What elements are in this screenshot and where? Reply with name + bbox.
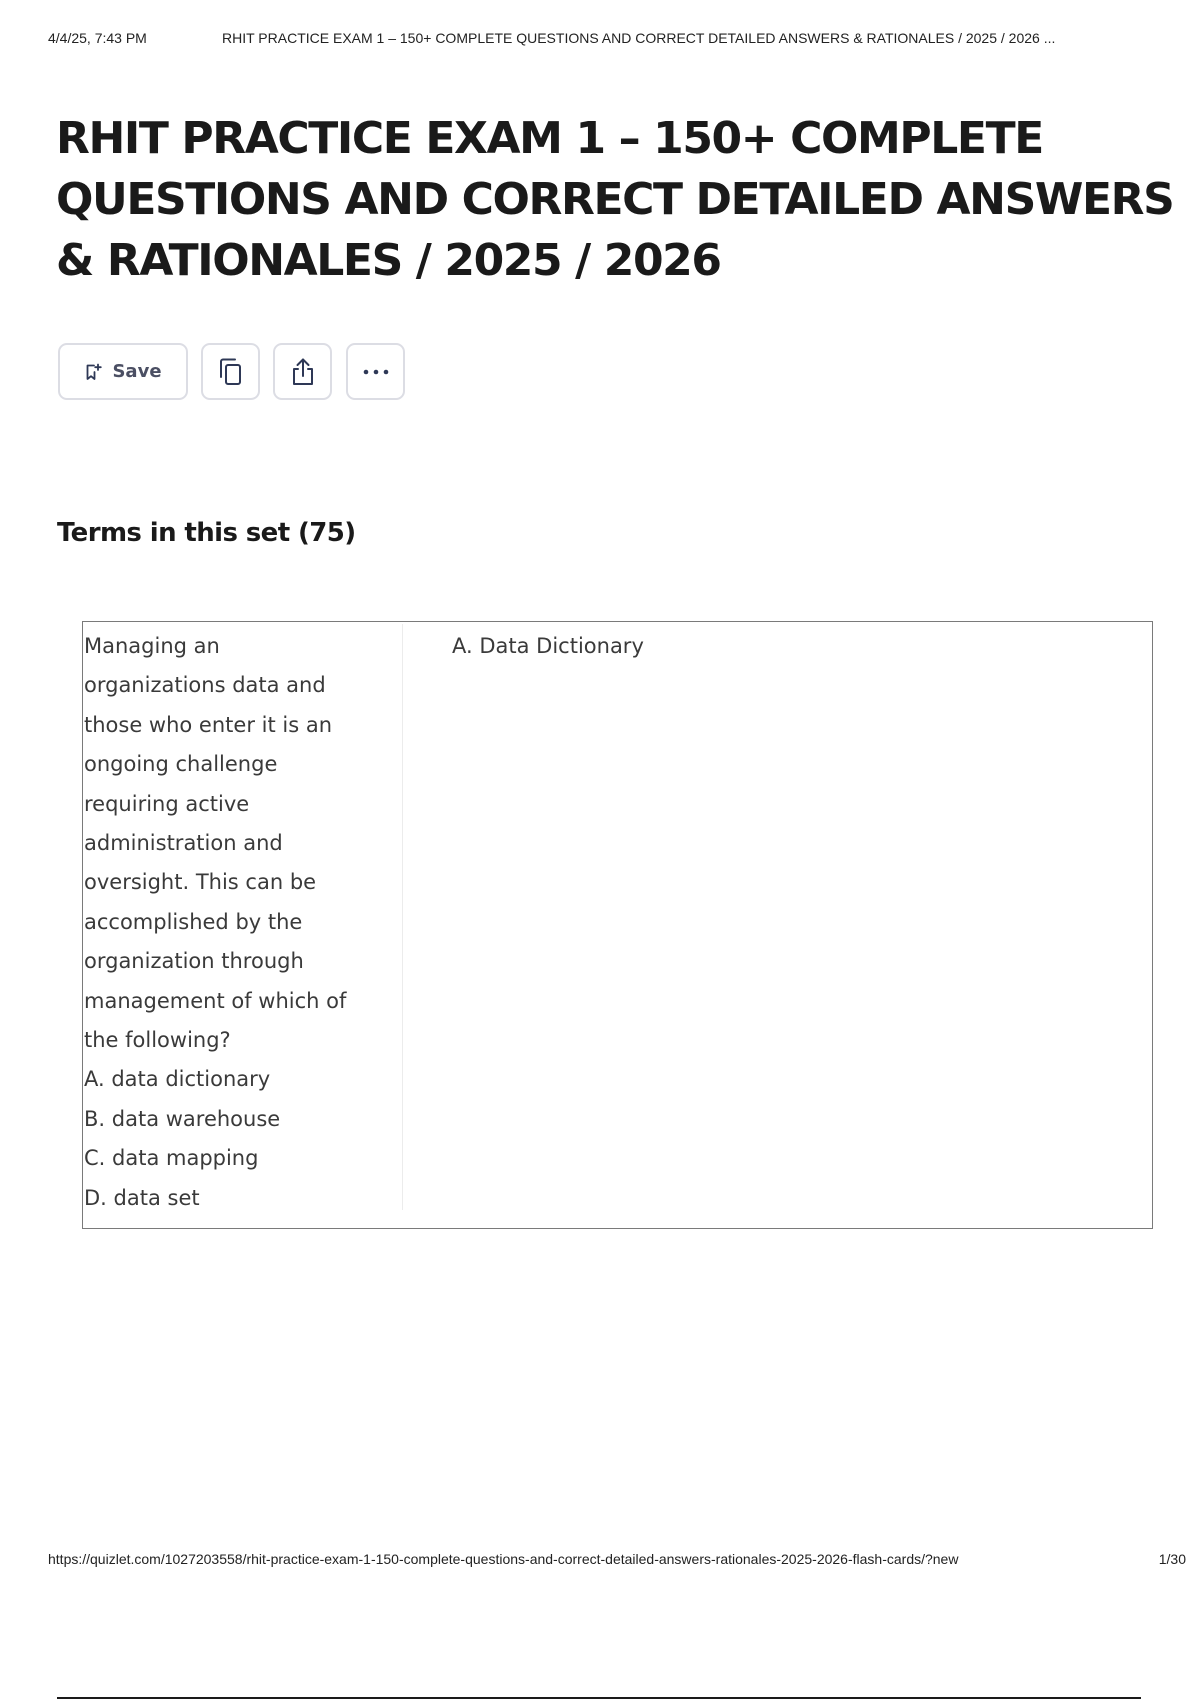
more-options-button[interactable]	[346, 343, 405, 400]
print-date: 4/4/25, 7:43 PM	[48, 30, 147, 46]
share-icon	[289, 357, 317, 387]
term-row	[83, 622, 1152, 1228]
save-button-label: Save	[112, 361, 162, 382]
copy-icon	[217, 357, 245, 387]
print-url: https://quizlet.com/1027203558/rhit-practice-exam-1-150-complete-questions-and-correct-detailed-answers-rationales-2025-2026-flash-cards/?new	[48, 1551, 959, 1567]
definition-text: A. Data Dictionary	[452, 634, 644, 658]
share-button[interactable]	[273, 343, 332, 400]
terms-table	[82, 621, 1153, 1229]
term-text: Managing an organizations data and those who enter it is an ongoing challenge requiring active administration and oversight. This can be accomplished by the organization through management of which of the following? A. data dictionary B. data warehouse C. data mapping D. data set	[84, 634, 347, 1210]
page-title: RHIT PRACTICE EXAM 1 – 150+ COMPLETE QUESTIONS AND CORRECT DETAILED ANSWERS & RATIONALES / 2025 / 2026	[56, 113, 1174, 286]
page-number: 1/30	[1158, 1551, 1186, 1567]
bookmark-add-icon	[84, 363, 102, 381]
divider	[57, 1697, 1141, 1699]
terms-heading: Terms in this set (75)	[57, 518, 356, 548]
more-icon	[362, 368, 390, 376]
print-document-title: RHIT PRACTICE EXAM 1 – 150+ COMPLETE QUESTIONS AND CORRECT DETAILED ANSWERS & RATIONALES / 2025 / 2026 ...	[222, 30, 1056, 46]
print-header	[48, 30, 1186, 50]
term-divider	[402, 624, 403, 1210]
copy-button[interactable]	[201, 343, 260, 400]
save-button[interactable]	[58, 343, 188, 400]
print-footer	[48, 1551, 1186, 1571]
